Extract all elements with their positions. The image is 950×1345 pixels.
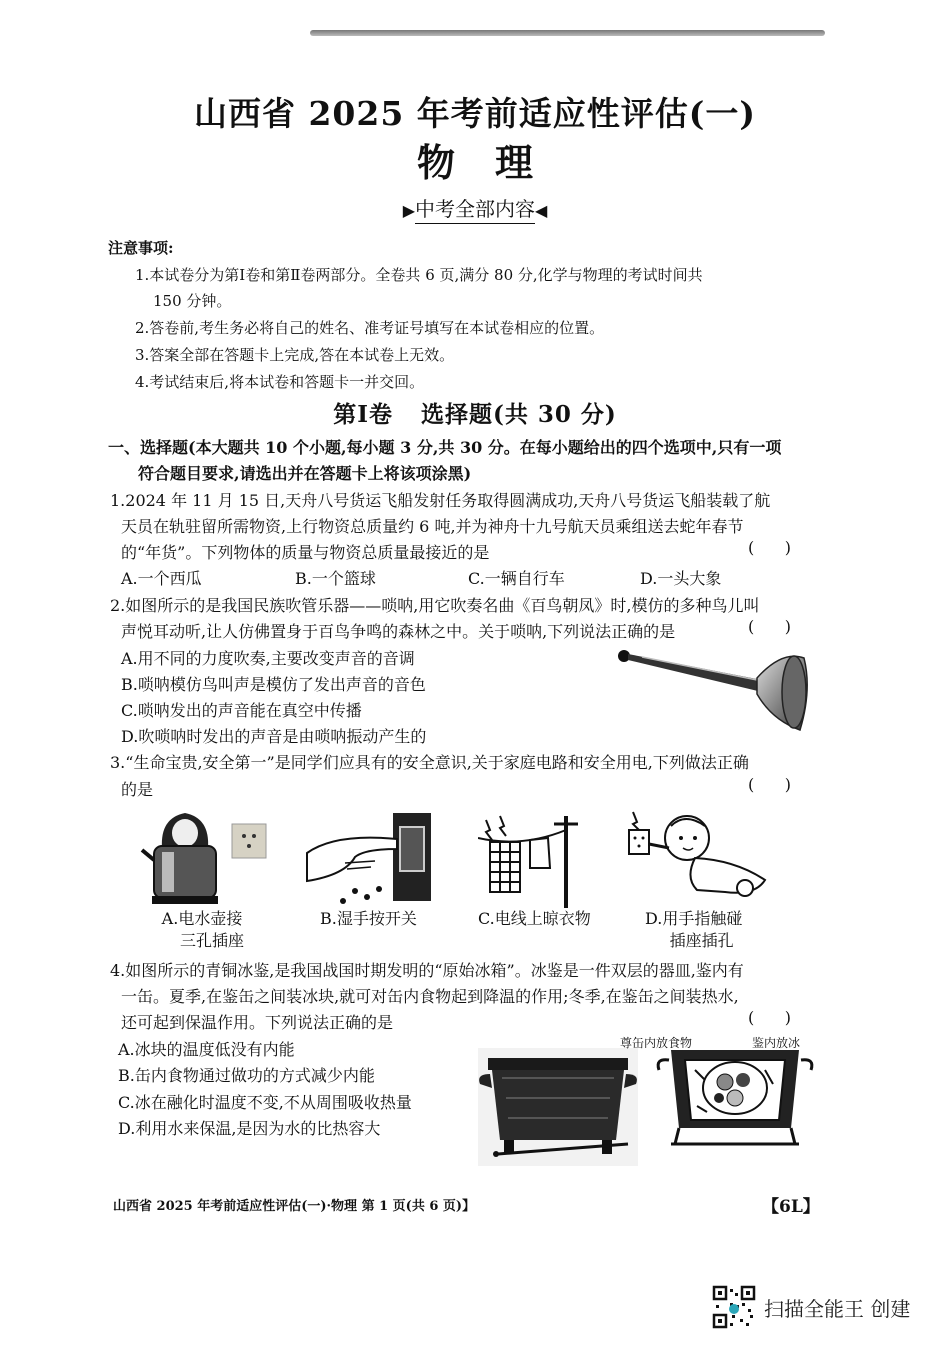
q2-option: A.用不同的力度吹奏,主要改变声音的音调 [121,649,415,668]
section-volume: 第Ⅰ卷 [333,401,393,428]
section-instruction: 符合题目要求,请选出并在答题卡上将该项涂黑) [138,464,472,483]
ice-chest-cross-section-diagram [655,1040,815,1150]
q4-option: B.缶内食物通过做功的方式减少内能 [118,1066,375,1085]
q3-caption-d [645,908,742,952]
note-item: 1.本试卷分为第Ⅰ卷和第Ⅱ卷两部分。全卷共 6 页,满分 80 分,化学与物理的考试时间共 [135,266,703,284]
q3-stem: 3.“生命宝贵,安全第一”是同学们应具有的安全意识,关于家庭电路和安全用电,下列做法正确 [110,753,749,772]
triangle-right-icon: ▶ [402,201,415,220]
note-item: 2.答卷前,考生务必将自己的姓名、准考证号填写在本试卷相应的位置。 [135,319,605,337]
section-name: 选择题(共 30 分) [420,401,617,428]
q4-option: C.冰在融化时温度不变,不从周围吸收热量 [118,1093,412,1112]
clothes-on-wire-illustration [478,810,593,910]
scan-edge-bar [310,30,825,36]
caption-line: A.电水壶接 [161,909,243,928]
qr-code-icon [712,1285,756,1329]
answer-paren: ( ) [748,1008,791,1027]
q4-stem: 还可起到保温作用。下列说法正确的是 [121,1013,394,1032]
note-item: 3.答案全部在答题卡上完成,答在本试卷上无效。 [135,346,455,364]
kettle-illustration [140,808,280,908]
q1-option: A.一个西瓜 [121,569,202,588]
answer-paren: ( ) [748,617,791,636]
q1-stem: 的“年货”。下列物体的质量与物资总质量最接近的是 [121,543,490,562]
q1-stem: 天员在轨驻留所需物资,上行物资总质量约 6 吨,并为神舟十九号航天员乘组送去蛇年春节 [121,517,744,536]
child-touching-socket-illustration [625,800,775,900]
answer-paren: ( ) [748,775,791,794]
q2-option: B.唢呐模仿鸟叫声是模仿了发出声音的音色 [121,675,426,694]
section-title [0,396,950,429]
q1-option: B.一个篮球 [295,569,376,588]
q2-option: D.吹唢呐时发出的声音是由唢呐振动产生的 [121,727,427,746]
q4-option: D.利用水来保温,是因为水的比热容大 [118,1119,381,1138]
subject-title: 物理 [416,140,573,185]
q4-stem: 4.如图所示的青铜冰鉴,是我国战国时期发明的“原始冰箱”。冰鉴是一件双层的器皿,鉴内有 [110,961,744,980]
q4-option: A.冰块的温度低没有内能 [118,1040,295,1059]
q2-stem: 声悦耳动听,让人仿佛置身于百鸟争鸣的森林之中。关于唢呐,下列说法正确的是 [121,622,676,641]
food-label: 尊缶内放食物 [620,1036,693,1050]
suona-illustration [612,640,812,740]
answer-paren: ( ) [748,538,791,557]
section-instruction: 一、选择题(本大题共 10 个小题,每小题 3 分,共 30 分。在每小题给出的四个选项中,只有一项 [108,438,782,457]
wet-hand-switch-illustration [305,805,440,910]
scope-text: 中考全部内容 [415,197,535,224]
notes-heading: 注意事项: [108,239,174,257]
paper-code: 【6L】 [762,1197,820,1217]
note-item: 4.考试结束后,将本试卷和答题卡一并交回。 [135,373,425,391]
q4-stem: 一缶。夏季,在鉴缶之间装冰块,就可对缶内食物起到降温的作用;冬季,在鉴缶之间装热水, [121,987,739,1006]
ice-label: 鉴内放冰 [752,1036,801,1050]
q1-option: C.一辆自行车 [468,569,565,588]
q1-option: D.一头大象 [640,569,722,588]
q3-caption-a [160,908,244,952]
bronze-ice-chest-photo [478,1048,638,1166]
watermark-text: 扫描全能王 创建 [764,1296,911,1321]
q3-caption-b: B.湿手按开关 [320,909,417,928]
q3-stem: 的是 [121,780,154,799]
scope-label [0,193,950,222]
caption-line: 三孔插座 [180,931,245,950]
caption-line: 插座插孔 [669,931,734,950]
triangle-left-icon: ◀ [535,201,548,220]
scanner-watermark [712,1285,910,1329]
q3-caption-c: C.电线上晾衣物 [478,909,591,928]
note-item: 150 分钟。 [153,292,232,310]
q2-option: C.唢呐发出的声音能在真空中传播 [121,701,362,720]
page-footer: 山西省 2025 年考前适应性评估(一)·物理 第 1 页(共 6 页)】 [113,1199,476,1214]
exam-title: 山西省 2025 年考前适应性评估(一) [193,94,757,133]
q1-stem: 1.2024 年 11 月 15 日,天舟八号货运飞船发射任务取得圆满成功,天舟八号货运飞船装载了航 [110,491,771,510]
caption-line: D.用手指触碰 [645,909,743,928]
q2-stem: 2.如图所示的是我国民族吹管乐器——唢呐,用它吹奏名曲《百鸟朝凤》时,模仿的多种鸟儿叫 [110,596,760,615]
